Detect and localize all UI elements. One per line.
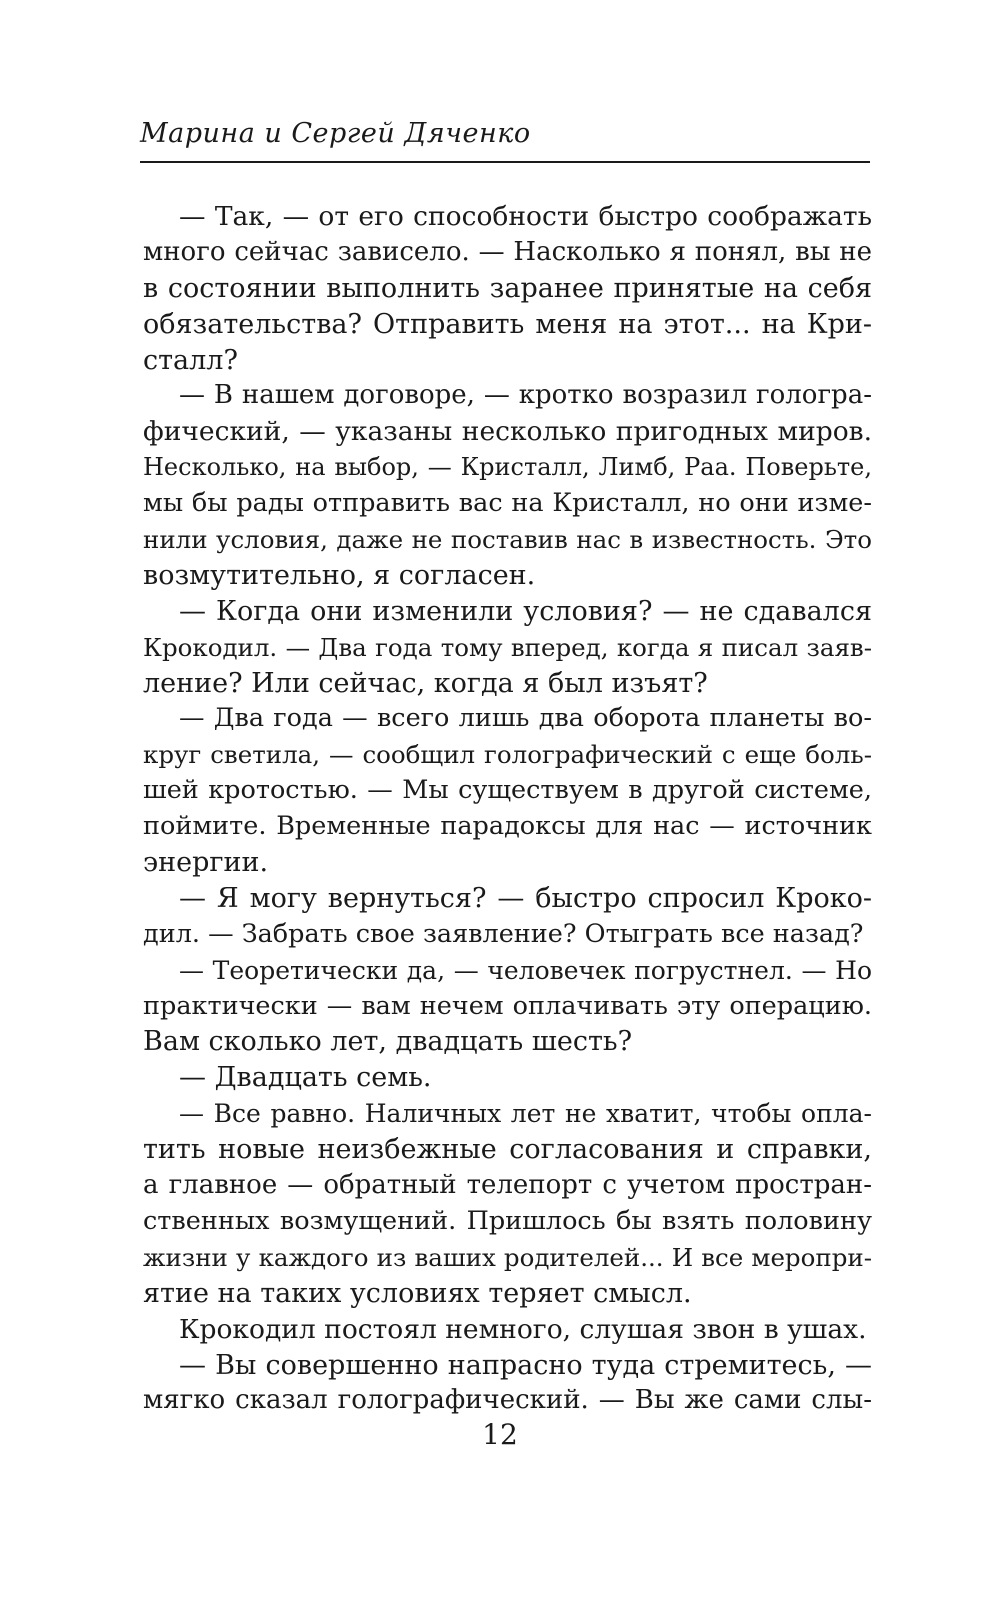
text-line: — Когда они изменили условия? — не сдавался bbox=[179, 595, 872, 627]
text-line: нили условия, даже не поставив нас в известность. Это bbox=[143, 525, 872, 555]
body-text bbox=[143, 199, 872, 1419]
text-line: поймите. Временные парадоксы для нас — источник bbox=[143, 811, 872, 842]
running-head-author: Марина и Сергей Дяченко bbox=[140, 118, 870, 163]
text-line: мягко сказал голографический. — Вы же сами слы- bbox=[143, 1385, 872, 1416]
text-line: — Теоретически да, — человечек погрустнел. — Но bbox=[179, 955, 872, 985]
text-line: шей кротостью. — Мы существуем в другой системе, bbox=[143, 775, 872, 806]
text-line: энергии. bbox=[143, 847, 269, 879]
text-line: мы бы рады отправить вас на Кристалл, но они изме- bbox=[143, 488, 872, 519]
text-line: жизни у каждого из ваших родителей... И все меропри- bbox=[143, 1242, 872, 1272]
text-line: — Я могу вернуться? — быстро спросил Кроко- bbox=[179, 882, 872, 914]
text-line: ление? Или сейчас, когда я был изъят? bbox=[143, 667, 708, 699]
text-line: в состоянии выполнить заранее принятые на себя bbox=[143, 272, 872, 304]
text-line: много сейчас зависело. — Насколько я понял, вы не bbox=[143, 236, 872, 267]
text-line: Крокодил постоял немного, слушая звон в ушах. bbox=[179, 1313, 867, 1345]
text-line: — Все равно. Наличных лет не хватит, чтобы опла- bbox=[179, 1099, 872, 1129]
text-line: тить новые неизбежные согласования и справки, bbox=[143, 1134, 872, 1166]
text-line: дил. — Забрать свое заявление? Отыграть все назад? bbox=[143, 918, 864, 949]
text-line: круг светила, — сообщил голографический с еще боль- bbox=[143, 740, 872, 770]
text-line: сталл? bbox=[143, 344, 238, 376]
text-line: — Два года — всего лишь два оборота планеты во- bbox=[179, 703, 872, 734]
text-line: ственных возмущений. Пришлось бы взять половину bbox=[143, 1205, 872, 1236]
text-line: практически — вам нечем оплачивать эту операцию. bbox=[143, 990, 872, 1021]
page-number: 12 bbox=[482, 1418, 518, 1451]
text-line: а главное — обратный телепорт с учетом простран- bbox=[143, 1170, 872, 1201]
text-line: обязательства? Отправить меня на этот... на Кри- bbox=[143, 308, 872, 340]
text-line: Вам сколько лет, двадцать шесть? bbox=[143, 1026, 633, 1058]
text-line: возмутительно, я согласен. bbox=[143, 559, 536, 591]
text-line: фический, — указаны несколько пригодных миров. bbox=[143, 416, 872, 448]
text-line: Крокодил. — Два года тому вперед, когда я писал заяв- bbox=[143, 632, 872, 662]
text-line: — Так, — от его способности быстро соображать bbox=[179, 201, 872, 232]
text-line: — Двадцать семь. bbox=[179, 1062, 432, 1094]
text-line: Несколько, на выбор, — Кристалл, Лимб, Раа. Поверьте, bbox=[143, 453, 872, 482]
text-line: — Вы совершенно напрасно туда стремитесь, — bbox=[179, 1349, 872, 1381]
text-line: ятие на таких условиях теряет смысл. bbox=[143, 1277, 692, 1309]
text-line: — В нашем договоре, — кротко возразил гологра- bbox=[179, 380, 872, 411]
